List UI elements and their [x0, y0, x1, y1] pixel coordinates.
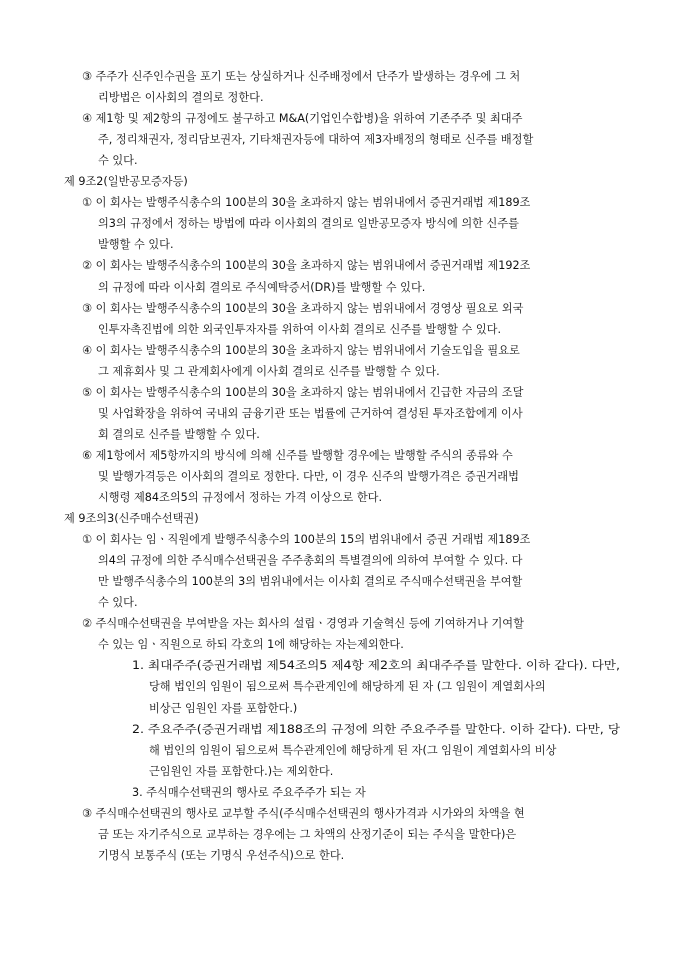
line-text: 회 결의로 신주를 발행할 수 있다. [98, 427, 260, 441]
text-line [0, 487, 680, 509]
line-text: ② 주식매수선택권을 부여받을 자는 회사의 설립ㆍ경영과 기술혁신 등에 기여하거나 기여할 [82, 617, 524, 631]
line-text: ⑥ 제1항에서 제5항까지의 방식에 의해 신주를 발행할 경우에는 발행할 주식의 종류와 수 [82, 448, 513, 462]
line-text: ① 이 회사는 임ㆍ직원에게 발행주식총수의 100분의 15의 범위내에서 증권 거래법 제189조 [82, 533, 531, 547]
text-line [0, 571, 680, 593]
text-line [0, 761, 680, 783]
text-line [0, 298, 680, 320]
text-line [0, 361, 680, 383]
line-text: 금 또는 자기주식으로 교부하는 경우에는 그 차액의 산정기준이 되는 주식을 말한다)은 [98, 827, 517, 841]
text-line [0, 319, 680, 341]
text-line [0, 403, 680, 425]
line-text: 수 있는 임ㆍ직원으로 하되 각호의 1에 해당하는 자는제외한다. [98, 638, 404, 652]
line-text: ② 이 회사는 발행주식총수의 100분의 30을 초과하지 않는 범위내에서 증권거래법 제192조 [82, 259, 531, 273]
line-text: 의4의 규정에 의한 주식매수선택권을 주주총회의 특별결의에 의하여 부여할 수 있다. 다 [98, 554, 523, 568]
text-line [0, 803, 680, 825]
line-text: 제 9조2(일반공모증자등) [64, 175, 188, 189]
line-text: ④ 이 회사는 발행주식총수의 100분의 30을 초과하지 않는 범위내에서 기술도입을 필요로 [82, 343, 520, 357]
line-text: 의 규정에 따라 이사회 결의로 주식예탁증서(DR)를 발행할 수 있다. [98, 280, 426, 294]
text-line [0, 66, 680, 88]
text-line [0, 382, 680, 404]
text-line [0, 213, 680, 235]
line-text: 발행할 수 있다. [98, 238, 174, 252]
text-line [0, 676, 680, 698]
line-text: ① 이 회사는 발행주식총수의 100분의 30을 초과하지 않는 범위내에서 증권거래법 제189조 [82, 196, 531, 210]
text-line [0, 655, 680, 677]
text-line [0, 719, 680, 741]
text-line [0, 613, 680, 635]
line-text: 3. 주식매수선택권의 행사로 주요주주가 되는 자 [132, 785, 366, 799]
text-line [0, 340, 680, 362]
article-heading [0, 508, 680, 530]
text-line [0, 824, 680, 846]
text-line [0, 550, 680, 572]
text-line [0, 424, 680, 446]
line-text: 및 사업확장을 위하여 국내외 금융기관 또는 법률에 근거하여 결성된 투자조합에게 이사 [98, 406, 523, 420]
line-text: 2. 주요주주(증권거래법 제188조의 규정에 의한 주요주주를 말한다. 이하 같다). 다만, 당 [132, 722, 621, 736]
line-text: ③ 이 회사는 발행주식총수의 100분의 30을 초과하지 않는 범위내에서 경영상 필요로 외국 [82, 301, 524, 315]
line-text: 만 발행주식총수의 100분의 3의 범위내에서는 이사회 결의로 주식매수선택권을 부여할 [98, 575, 523, 589]
line-text: ⑤ 이 회사는 발행주식총수의 100분의 30을 초과하지 않는 범위내에서 긴급한 자금의 조달 [82, 385, 524, 399]
line-text: 당해 법인의 임원이 됨으로써 특수관계인에 해당하게 된 자 (그 임원이 계열회사의 [149, 680, 546, 694]
line-text: 수 있다. [98, 154, 138, 168]
line-text: 근임원인 자를 포함한다.)는 제외한다. [149, 764, 334, 778]
line-text: 주, 정리채권자, 정리담보권자, 기타채권자등에 대하여 제3자배정의 형태로 신주를 배정할 [98, 133, 534, 147]
line-text: 1. 최대주주(증권거래법 제54조의5 제4항 제2호의 최대주주를 말한다. 이하 같다). 다만, [132, 659, 621, 673]
line-text: ④ 제1항 및 제2항의 규정에도 불구하고 M&A(기업인수합병)을 위하여 기존주주 및 최대주 [82, 112, 523, 126]
line-text: 비상근 임원인 자를 포함한다.) [149, 701, 298, 715]
text-line [0, 234, 680, 256]
text-line [0, 255, 680, 277]
text-line [0, 466, 680, 488]
text-line [0, 277, 680, 299]
article-heading [0, 171, 680, 193]
line-text: 시행령 제84조의5의 규정에서 정하는 가격 이상으로 한다. [98, 491, 383, 504]
line-text: ③ 주식매수선택권의 행사로 교부할 주식(주식매수선택권의 행사가격과 시가와의 차액을 현 [82, 806, 525, 820]
line-text: 기명식 보통주식 (또는 기명식 우선주식)으로 한다. [98, 848, 345, 862]
text-line [0, 782, 680, 804]
line-text: 수 있다. [98, 596, 138, 610]
text-line [0, 108, 680, 130]
line-text: 리방법은 이사회의 결의로 정한다. [98, 91, 264, 105]
text-line [0, 87, 680, 109]
text-line [0, 592, 680, 614]
line-text: 및 발행가격등은 이사회의 결의로 정한다. 다만, 이 경우 신주의 발행가격은 증권거래법 [98, 469, 519, 483]
line-text: 의3의 규정에서 정하는 방법에 따라 이사회의 결의로 일반공모증자 방식에 의한 신주를 [98, 217, 519, 231]
text-line [0, 445, 680, 467]
text-line [0, 845, 680, 867]
text-line [0, 192, 680, 214]
text-line [0, 740, 680, 762]
text-line [0, 634, 680, 656]
line-text: 제 9조의3(신주매수선택권) [64, 512, 199, 526]
line-text: 인투자촉진법에 의한 외국인투자자를 위하여 이사회 결의로 신주를 발행할 수 있다. [98, 322, 502, 336]
line-text: 그 제휴회사 및 그 관계회사에게 이사회 결의로 신주를 발행할 수 있다. [98, 364, 440, 378]
line-text: ③ 주주가 신주인수권을 포기 또는 상실하거나 신주배정에서 단주가 발생하는 경우에 그 처 [82, 70, 521, 83]
text-line [0, 129, 680, 151]
text-line [0, 698, 680, 720]
text-line [0, 150, 680, 172]
text-line [0, 529, 680, 551]
line-text: 해 법인의 임원이 됨으로써 특수관계인에 해당하게 된 자(그 임원이 계열회사의 비상 [149, 743, 557, 757]
